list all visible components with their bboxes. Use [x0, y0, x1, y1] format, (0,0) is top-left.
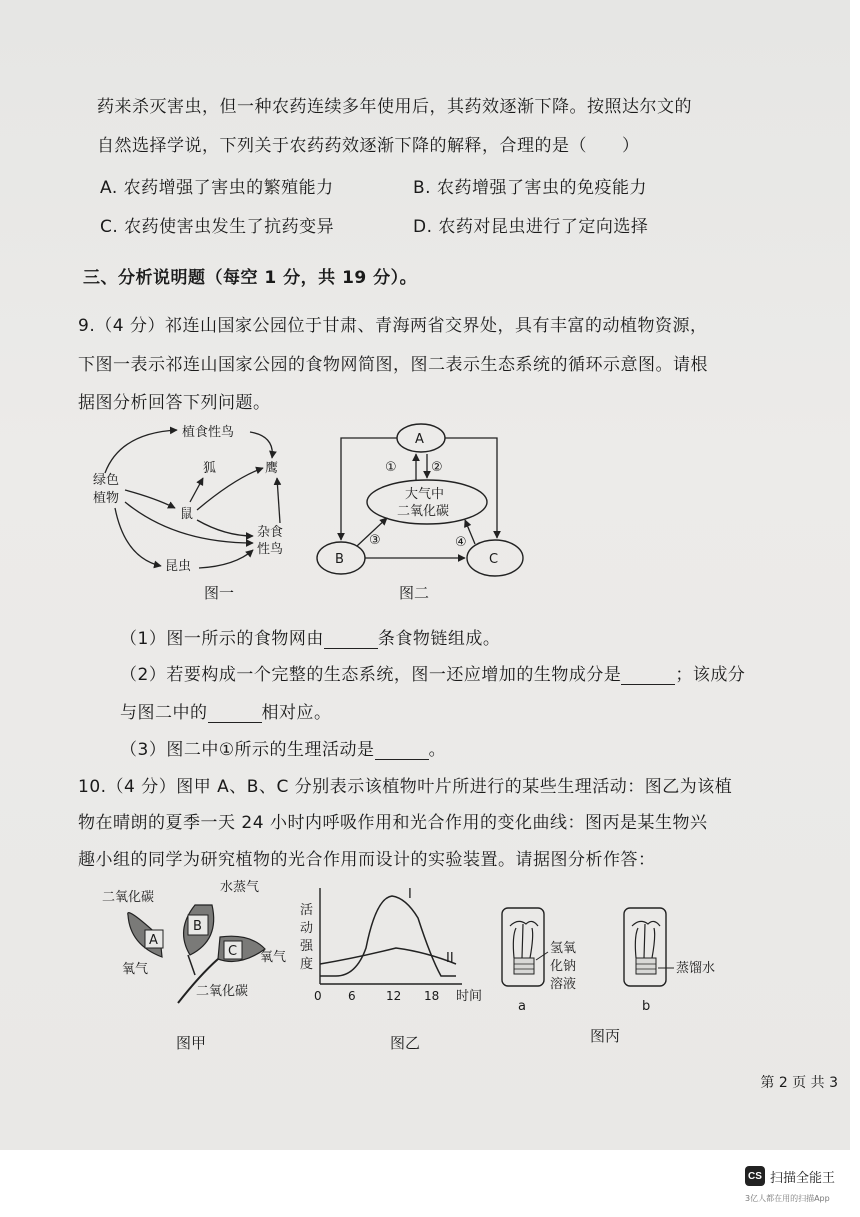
leaf-label-c: C: [228, 944, 238, 959]
node-herbivorous-bird: 植食性鸟: [182, 425, 235, 440]
label-co2-top: 二氧化碳: [102, 890, 155, 905]
q9-sub1: [120, 624, 500, 649]
node-omnivorous-bird-2: 性鸟: [257, 542, 284, 557]
figure2-caption: 图二: [399, 584, 430, 602]
process-2: ②: [431, 460, 443, 475]
center-label-1: 大气中: [405, 487, 445, 502]
curve-label-1: I: [408, 887, 412, 902]
x-axis-label: 时间: [456, 989, 483, 1004]
answer-blank-3[interactable]: [208, 706, 262, 723]
figure-food-web: [85, 418, 320, 608]
naoh-line-3: 溶液: [550, 977, 577, 992]
process-3: ③: [369, 533, 381, 548]
page-number: 第 2 页 共 3: [760, 1075, 838, 1091]
camscanner-logo-icon: CS: [745, 1166, 765, 1186]
node-omnivorous-bird-1: 杂食: [257, 525, 284, 540]
ylabel-1: 活: [300, 903, 314, 918]
answer-blank-2[interactable]: [621, 668, 675, 685]
q9-sub1-text-a: （1）图一所示的食物网由: [120, 629, 324, 649]
x-tick-18: 18: [424, 989, 440, 1003]
node-fox: 狐: [203, 461, 217, 476]
q9-sub1-text-b: 条食物链组成。: [377, 629, 501, 649]
ylabel-3: 强: [300, 939, 314, 954]
ylabel-2: 动: [300, 921, 314, 936]
leaf-label-b: B: [193, 919, 202, 934]
q10-line3: 趣小组的同学为研究植物的光合作用而设计的实验装置。请据图分析作答：: [78, 850, 656, 870]
ylabel-4: 度: [300, 957, 314, 972]
answer-blank-4[interactable]: [375, 743, 429, 760]
process-1: ①: [385, 460, 397, 475]
jar-a-label: a: [518, 999, 526, 1014]
figure-yi-caption: 图乙: [390, 1034, 421, 1052]
figure-carbon-cycle: [315, 418, 530, 583]
label-water-vapor: 水蒸气: [220, 880, 260, 895]
node-eagle: 鹰: [265, 461, 279, 476]
node-plant-1: 绿色: [93, 473, 120, 488]
answer-blank-1[interactable]: [324, 632, 378, 649]
q9-sub2-text-d: 相对应。: [261, 703, 332, 723]
x-tick-6: 6: [348, 989, 356, 1003]
q9-sub2-text-a: （2）若要构成一个完整的生态系统，图一还应增加的生物成分是: [120, 665, 622, 685]
q9-sub3: [120, 735, 446, 760]
q9-sub2-cont: [120, 698, 332, 723]
figure1-caption: 图一: [204, 584, 235, 602]
q10-line2: 物在晴朗的夏季一天 24 小时内呼吸作用和光合作用的变化曲线：图丙是某生物兴: [78, 813, 708, 833]
figure-activity-curve: [296, 878, 506, 1008]
jar-b-label: b: [642, 999, 651, 1014]
x-tick-12: 12: [386, 989, 402, 1003]
figure-leaf: [100, 875, 300, 1015]
node-insect: 昆虫: [165, 559, 192, 574]
figure-experiment-setup: [492, 900, 732, 1020]
q8-option-b: B. 农药增强了害虫的免疫能力: [413, 178, 647, 198]
q8-line2: 自然选择学说，下列关于农药药效逐渐下降的解释，合理的是（ ）: [97, 136, 640, 156]
watermark-name: 扫描全能王: [770, 1171, 836, 1186]
q10-line1: 10.（4 分）图甲 A、B、C 分别表示该植物叶片所进行的某些生理活动：图乙为该植: [78, 777, 733, 797]
q9-sub3-text-a: （3）图二中①所示的生理活动是: [120, 740, 375, 760]
q9-sub2-text-b: ；该成分: [675, 665, 746, 685]
node-c: C: [489, 552, 499, 567]
q8-option-a: A. 农药增强了害虫的繁殖能力: [100, 178, 334, 198]
q9-sub2-text-c: 与图二中的: [120, 703, 208, 723]
section-title: 三、分析说明题（每空 1 分，共 19 分）。: [83, 268, 418, 288]
q9-line2: 下图一表示祁连山国家公园的食物网简图，图二表示生态系统的循环示意图。请根: [78, 355, 708, 375]
q9-sub3-text-b: 。: [428, 740, 447, 760]
naoh-line-1: 氢氧: [550, 941, 577, 956]
x-tick-0: 0: [314, 989, 322, 1003]
q8-option-d: D. 农药对昆虫进行了定向选择: [413, 217, 649, 237]
distilled-water-label: 蒸馏水: [676, 961, 716, 976]
label-co2-bottom: 二氧化碳: [196, 984, 249, 999]
curve-label-2: II: [446, 951, 454, 966]
node-mouse: 鼠: [180, 507, 194, 522]
center-label-2: 二氧化碳: [397, 504, 450, 519]
leaf-label-a: A: [149, 933, 158, 948]
naoh-line-2: 化钠: [550, 959, 577, 974]
watermark-tagline: 3亿人都在用的扫描App: [745, 1194, 830, 1203]
process-4: ④: [455, 535, 467, 550]
q9-line3: 据图分析回答下列问题。: [78, 393, 271, 413]
figure-bing-caption: 图丙: [590, 1027, 621, 1045]
figure-jia-caption: 图甲: [176, 1034, 207, 1052]
q8-line1: 药来杀灭害虫，但一种农药连续多年使用后，其药效逐渐下降。按照达尔文的: [97, 97, 692, 117]
node-plant-2: 植物: [93, 491, 120, 506]
label-o2-left: 氧气: [122, 962, 149, 977]
label-o2-right: 氧气: [260, 950, 287, 965]
q9-line1: 9.（4 分）祁连山国家公园位于甘肃、青海两省交界处，具有丰富的动植物资源，: [78, 316, 708, 336]
q9-sub2: [120, 660, 745, 685]
q8-option-c: C. 农药使害虫发生了抗药变异: [100, 217, 335, 237]
node-b: B: [335, 552, 344, 567]
node-a: A: [415, 432, 424, 447]
